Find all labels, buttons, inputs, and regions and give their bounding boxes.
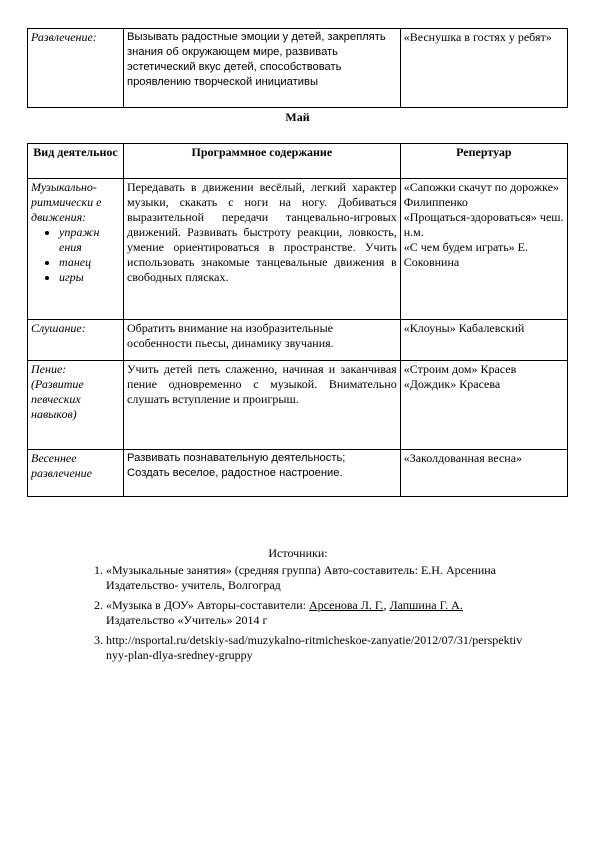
content-cell (124, 320, 401, 361)
source-item (106, 598, 528, 628)
activity-type-cell (28, 361, 124, 450)
repertoire-item: «Сапожки скачут по дорожке» Филиппенко (403, 180, 560, 209)
header-activity-type: Вид деятельнос (28, 144, 124, 179)
sources-section (88, 546, 528, 668)
table-row (28, 450, 568, 497)
month-heading: Май (285, 110, 310, 124)
sources-title: Источники: (268, 546, 328, 560)
list-item: • танец (59, 255, 120, 270)
source-item (106, 563, 528, 593)
activity-type: Развлечение: (31, 30, 97, 44)
content-text: Вызывать радостные эмоции у детей, закреплять знания об окружающем мире, развивать эстетический вкус детей, способствовать проявлению творческой инициативы (127, 31, 386, 88)
repertoire-item: «Дождик» Красева (403, 377, 501, 391)
content-text: Передавать в движении весёлый, легкий характер музыки, скакать с ноги на ногу. Добиваться выразительной передачи танцевально-игровых движений. Развивать быстроту реакции, ловкость, умение ориентироваться в пространстве. Учить использовать знакомые танцевальные движения в свободных плясках. (127, 180, 397, 284)
activity-subitems (31, 225, 120, 285)
header-program-content: Программное содержание (124, 144, 401, 179)
content-cell (124, 450, 401, 497)
plan-table (27, 143, 568, 497)
repertoire-cell (400, 179, 567, 320)
repertoire-item: «С чем будем играть» Е. Соковнина (403, 240, 529, 269)
source-suffix: Издательство «Учитель» 2014 г (106, 613, 268, 627)
repertoire-item: «Прощаться-здороваться» чеш. н.м. (403, 210, 564, 239)
table-row (28, 320, 568, 361)
list-item: • игры (59, 270, 120, 285)
author-link[interactable]: Арсенова Л. Г. (308, 598, 384, 612)
activity-type: Слушание: (31, 321, 86, 335)
repertoire-item: «Клоуны» Кабалевский (403, 321, 525, 335)
list-item: • упражн ения (59, 225, 120, 255)
activity-type-cell (28, 179, 124, 320)
header-row (28, 144, 568, 179)
content-text: Учить детей петь слаженно, начиная и заканчивая пение одновременно с музыкой. Внимательно слушать вступление и проигрыш. (127, 362, 397, 406)
content-line: Развивать познавательную деятельность; (127, 452, 346, 464)
repertoire-cell (400, 450, 567, 497)
sources-list (88, 563, 528, 663)
activity-type: Весеннее развлечение (31, 451, 92, 480)
repertoire-item: «Заколдованная весна» (403, 451, 523, 465)
separator: , (383, 598, 390, 612)
activity-type: Музыкально-ритмически е движения: (31, 180, 102, 224)
repertoire-cell (400, 361, 567, 450)
content-line: Создать веселое, радостное настроение. (127, 467, 343, 479)
content-cell (124, 29, 401, 108)
table-row (28, 29, 568, 108)
header-repertoire: Репертуар (400, 144, 567, 179)
content-cell (124, 361, 401, 450)
content-cell (124, 179, 401, 320)
table-row (28, 361, 568, 450)
source-item (106, 633, 528, 663)
repertoire-text: «Веснушка в гостях у ребят» (403, 30, 552, 44)
table-row (28, 179, 568, 320)
source-text: «Музыкальные занятия» (средняя группа) Авто-составитель: Е.Н. Арсенина Издательство- учитель, Волгоград (106, 563, 496, 592)
activity-type: Пение: (Развитие певческих навыков) (31, 362, 84, 421)
repertoire-cell (400, 29, 567, 108)
activity-type-cell (28, 29, 124, 108)
source-prefix: «Музыка в ДОУ» Авторы-составители: (106, 598, 309, 612)
activity-type-cell (28, 320, 124, 361)
top-table (27, 28, 568, 108)
repertoire-cell (400, 320, 567, 361)
repertoire-item: «Строим дом» Красев (403, 362, 517, 376)
source-url[interactable]: http://nsportal.ru/detskiy-sad/muzykalno-ritmicheskoe-zanyatie/2012/07/31/perspektivnyy-plan-dlya-sredney-gruppy (106, 633, 523, 662)
content-text: Обратить внимание на изобразительные особенности пьесы, динамику звучания. (127, 321, 334, 350)
author-link[interactable]: Лапшина Г. А. (389, 598, 463, 612)
activity-type-cell (28, 450, 124, 497)
